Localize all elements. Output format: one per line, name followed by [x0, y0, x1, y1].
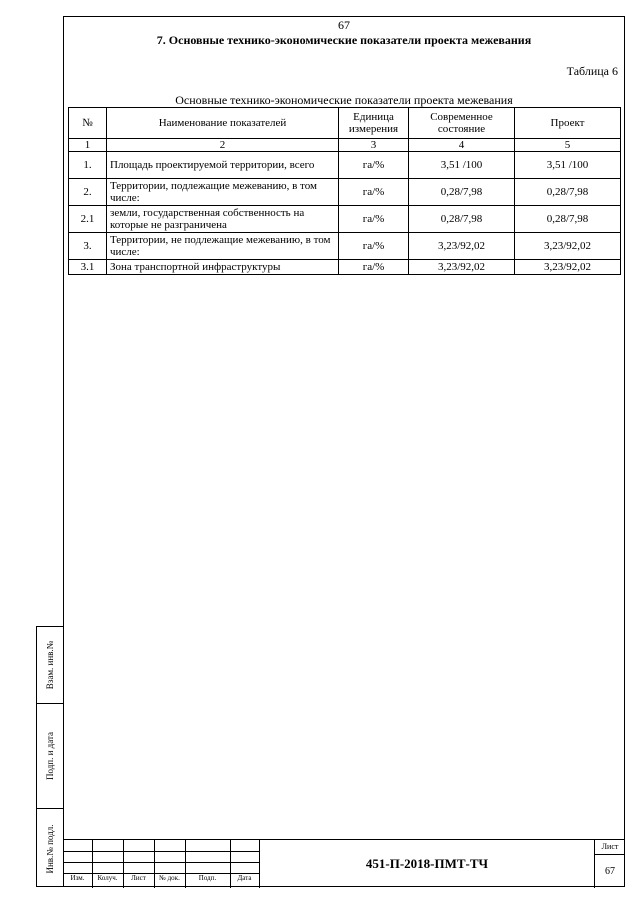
row-unit: га/%: [339, 152, 409, 179]
row-number: 2.1: [69, 206, 107, 233]
row-current: 3,23/92,02: [409, 260, 515, 275]
table-caption: Основные технико-экономические показатели проекта межевания: [175, 93, 513, 107]
document-code: 451-П-2018-ПМТ-ТЧ: [259, 840, 595, 888]
title-block-grid: [63, 840, 259, 888]
indicators-table: [68, 107, 621, 275]
row-indicator: Площадь проектируемой территории, всего: [107, 152, 339, 179]
sheet-divider: [595, 854, 625, 855]
column-index: 4: [409, 139, 515, 152]
tb-col-label: № док.: [159, 874, 180, 882]
tb-col-label: Подп.: [198, 874, 217, 882]
table-row: [69, 179, 621, 206]
header-number: №: [69, 108, 107, 139]
tb-col-label: Дата: [237, 874, 252, 882]
header-indicator-name: Наименование показателей: [107, 108, 339, 139]
table-number: Таблица 6: [566, 64, 618, 78]
row-number: 3.: [69, 233, 107, 260]
table-header-row: [69, 108, 621, 139]
row-indicator: Территории, подлежащие межеванию, в том числе:: [107, 179, 339, 206]
row-unit: га/%: [339, 233, 409, 260]
sheet-label: Лист: [601, 842, 619, 851]
table-row: [69, 260, 621, 275]
header-project: Проект: [515, 108, 621, 139]
row-current: 3,23/92,02: [409, 233, 515, 260]
title-block: [63, 839, 625, 887]
row-project: 0,28/7,98: [515, 206, 621, 233]
strip-cell-replacement: [37, 627, 63, 704]
column-index: 2: [107, 139, 339, 152]
row-unit: га/%: [339, 179, 409, 206]
section-title: 7. Основные технико-экономические показатели проекта межевания: [156, 33, 532, 47]
header-current-state: Современное состояние: [409, 108, 515, 139]
table-row: [69, 206, 621, 233]
row-number: 3.1: [69, 260, 107, 275]
row-project: 3,23/92,02: [515, 260, 621, 275]
column-index-row: [69, 139, 621, 152]
side-approval-strip: [36, 626, 63, 887]
sheet-number: 67: [605, 866, 615, 877]
column-index: 1: [69, 139, 107, 152]
strip-cell-signature-date: [37, 704, 63, 809]
row-unit: га/%: [339, 206, 409, 233]
column-index: 5: [515, 139, 621, 152]
row-indicator: Зона транспортной инфраструктуры: [107, 260, 339, 275]
row-project: 3,51 /100: [515, 152, 621, 179]
strip-label: Подп. и дата: [45, 731, 55, 781]
tb-col-label: Лист: [131, 874, 146, 882]
tb-col-label: Изм.: [70, 874, 85, 882]
strip-cell-original-inventory: [37, 809, 63, 888]
strip-label: Инв.№ подл.: [45, 823, 55, 874]
strip-label: Взам. инв.№: [45, 640, 55, 690]
row-current: 0,28/7,98: [409, 179, 515, 206]
row-indicator: Территории, не подлежащие межеванию, в том числе:: [107, 233, 339, 260]
sheet-box: [595, 840, 625, 888]
table-row: [69, 233, 621, 260]
row-number: 1.: [69, 152, 107, 179]
header-unit: Единица измерения: [339, 108, 409, 139]
row-indicator: земли, государственная собственность на которые не разграничена: [107, 206, 339, 233]
page-number-top: 67: [338, 18, 350, 32]
table-row: [69, 152, 621, 179]
row-project: 3,23/92,02: [515, 233, 621, 260]
row-unit: га/%: [339, 260, 409, 275]
column-index: 3: [339, 139, 409, 152]
row-current: 3,51 /100: [409, 152, 515, 179]
row-project: 0,28/7,98: [515, 179, 621, 206]
row-number: 2.: [69, 179, 107, 206]
tb-col-label: Колуч.: [97, 874, 118, 882]
row-current: 0,28/7,98: [409, 206, 515, 233]
